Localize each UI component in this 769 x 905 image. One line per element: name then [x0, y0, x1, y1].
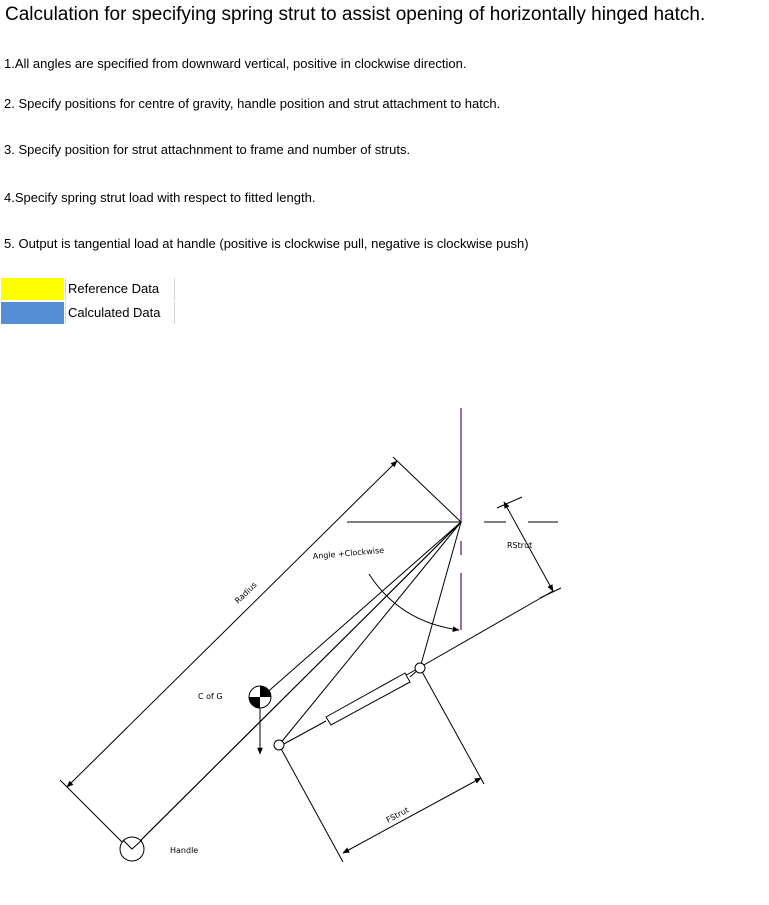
instruction-step-3: 3. Specify position for strut attachnment to frame and number of struts.: [4, 142, 411, 157]
legend-label-reference: Reference Data: [65, 278, 175, 300]
legend-label-calculated: Calculated Data: [65, 302, 175, 324]
handle-label: Handle: [170, 846, 199, 855]
page-title: Calculation for specifying spring strut to assist opening of horizontally hinged hatch.: [5, 4, 706, 25]
angle-label: Angle +Clockwise: [312, 545, 385, 561]
radius-dimension-line: [67, 461, 397, 787]
centre-of-gravity-symbol: [249, 686, 271, 708]
instruction-step-5: 5. Output is tangential load at handle (positive is clockwise pull, negative is clockwise push): [4, 236, 529, 251]
spring-strut-body: [326, 673, 410, 725]
strut-hatch-attachment: [274, 740, 284, 750]
instruction-step-2: 2. Specify positions for centre of gravity, handle position and strut attachment to hatch.: [4, 96, 501, 111]
rstrut-label: RStrut: [507, 541, 533, 550]
instruction-step-4: 4.Specify spring strut load with respect to fitted length.: [4, 190, 316, 205]
angle-arc: [369, 574, 459, 630]
cofg-label: C of G: [198, 692, 223, 701]
instruction-step-1: 1.All angles are specified from downward vertical, positive in clockwise direction.: [4, 56, 467, 71]
strut-frame-attachment: [415, 663, 425, 673]
fstrut-dimension-line: [343, 778, 481, 853]
fstrut-label: FStrut: [384, 805, 411, 825]
radius-label: Radius: [233, 580, 259, 606]
